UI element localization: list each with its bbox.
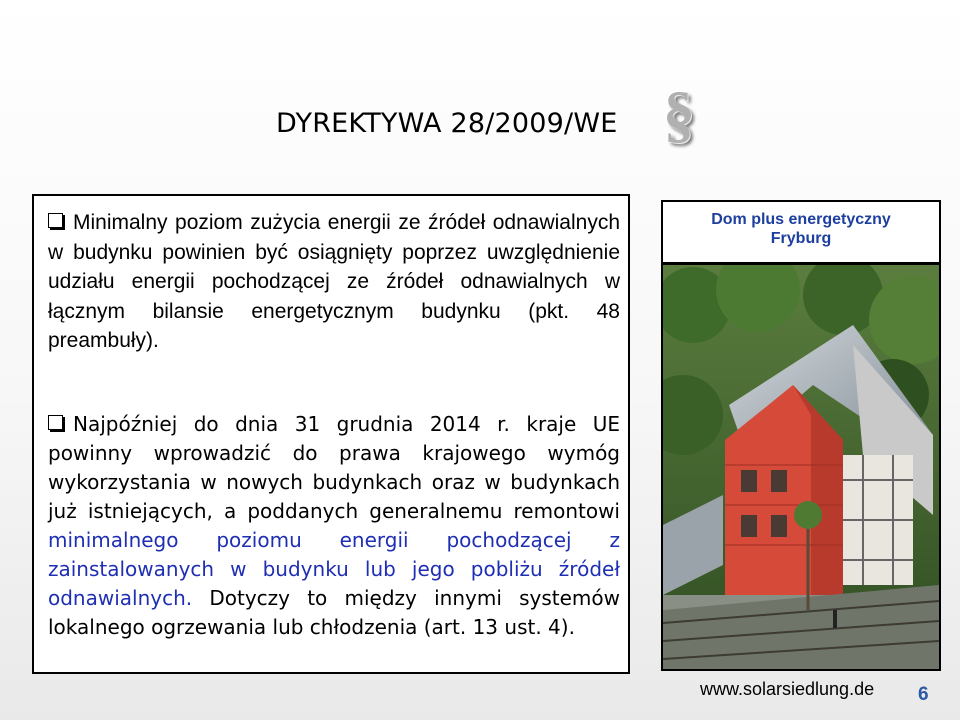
text-box [32, 194, 630, 674]
paragraph-2 [48, 410, 620, 642]
checkbox-bullet-icon [48, 213, 63, 228]
photo-caption-line-2: Fryburg [770, 230, 832, 247]
checkbox-bullet-icon [48, 415, 63, 430]
slide-title: DYREKTYWA 28/2009/WE [276, 108, 618, 139]
paragraph-1 [48, 208, 620, 356]
plus-energy-house-illustration [663, 265, 939, 669]
paragraph-1-text: Minimalny poziom zużycia energii ze źródeł odnawialnych w budynku powinien być osiągnięty poprzez uwzględnienie udziału energii pochodzącej ze źródeł odnawialnych w łącznym bilansie energetycznym budynku (pkt. 48 preambuły). [48, 211, 620, 352]
source-url: www.solarsiedlung.de [700, 679, 875, 699]
page-number: 6 [918, 684, 929, 705]
house-photo [661, 263, 941, 671]
paragraph-2-highlight: minimalnego poziomu energii pochodzącej z zainstalowanych w budynku lub jego pobliżu źródeł odnawialnych. [48, 528, 620, 610]
paragraph-2-text-end: Dotyczy to między innymi systemów lokalnego ogrzewania lub chłodzenia (art. 13 ust. 4). [48, 586, 620, 639]
photo-caption-line-1: Dom plus energetyczny [711, 211, 891, 228]
paragraph-2-text-start: Najpóźniej do dnia 31 grudnia 2014 r. kraje UE powinny wprowadzić do prawa krajowego wymóg wykorzystania w nowych budynkach oraz w budynkach już istniejących, a poddanych generalnemu remontowi [48, 412, 620, 523]
photo-caption [661, 200, 941, 264]
section-sign-icon: § [663, 78, 695, 149]
